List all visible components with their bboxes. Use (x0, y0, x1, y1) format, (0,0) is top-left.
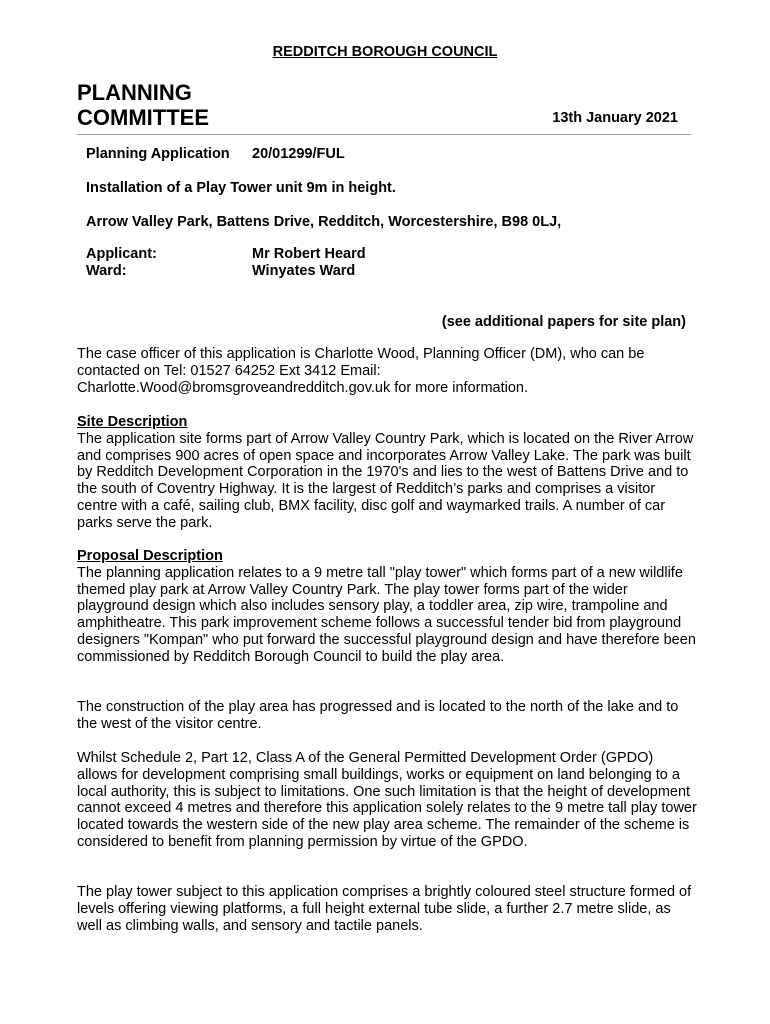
play-tower-text: The play tower subject to this application comprises a brightly coloured steel structure formed of levels offering viewing platforms, a full height external tube slide, a further 2.7 metre slide, as well as climbing walls, and sensory and tactile panels. (77, 884, 692, 934)
gpdo-text: Whilst Schedule 2, Part 12, Class A of the General Permitted Development Order (GPDO) allows for development comprising small buildings, works or equipment on land belonging to a local authority, this is subject to limitations. One such limitation is that the height of development cannot exceed 4 metres and therefore this application solely relates to the 9 metre tall play tower located towards the western side of the new play area scheme. The remainder of the scheme is considered to benefit from planning permission by virtue of the GPDO. (77, 750, 697, 850)
ward-row (86, 263, 355, 279)
case-officer-paragraph (77, 346, 697, 396)
site-description-heading: Site Description (77, 414, 188, 430)
ward-label: Ward: (86, 263, 127, 279)
ward-value: Winyates Ward (252, 263, 356, 279)
application-reference (86, 146, 345, 162)
proposal-paragraph-2 (77, 699, 697, 733)
site-description-text: The application site forms part of Arrow Valley Country Park, which is located on the River Arrow and comprises 900 acres of open space and incorporates Arrow Valley Lake. The park was built by Redditch Development Corporation in the 1970's and lies to the west of Battens Drive and to the south of Coventry Highway. It is the largest of Redditch’s parks and comprises a visitor centre with a café, sailing club, BMX facility, disc golf and waymarked trails. A number of car parks serve the park. (77, 430, 694, 531)
application-description: Installation of a Play Tower unit 9m in height. (86, 180, 396, 196)
reference-label: Planning Application (86, 146, 230, 162)
site-address: Arrow Valley Park, Battens Drive, Redditch, Worcestershire, B98 0LJ, (86, 214, 562, 230)
meeting-date: 13th January 2021 (552, 110, 678, 126)
council-name: REDDITCH BOROUGH COUNCIL (272, 44, 498, 60)
proposal-description-text: The planning application relates to a 9 metre tall "play tower" which forms part of a new wildlife themed play park at Arrow Valley Country Park. The play tower forms part of the wider playground design which also includes sensory play, a toddler area, zip wire, trampoline and amphitheatre. This park improvement scheme follows a successful tender bid from playground designers "Kompan" who put forward the successful playground design and have therefore been commissioned by Redditch Borough Council to build the play area. (77, 564, 696, 665)
proposal-description-heading: Proposal Description (77, 548, 223, 564)
document-title (77, 80, 209, 130)
applicant-row (86, 246, 366, 262)
proposal-description-section (77, 548, 697, 666)
case-officer-text: The case officer of this application is Charlotte Wood, Planning Officer (DM), who can be contacted on Tel: 01527 64252 Ext 3412 Email: Charlotte.Wood@bromsgroveandredditch.gov.uk for more information. (77, 346, 645, 396)
construction-text: The construction of the play area has progressed and is located to the north of the lake and to the west of the visitor centre. (77, 699, 679, 732)
site-plan-note: (see additional papers for site plan) (441, 314, 686, 330)
proposal-paragraph-3 (77, 750, 697, 851)
header-divider (77, 134, 691, 135)
applicant-value: Mr Robert Heard (252, 246, 366, 262)
reference-value: 20/01299/FUL (252, 146, 345, 162)
title-line-2: COMMITTEE (77, 105, 209, 130)
site-description-section (77, 414, 697, 532)
applicant-label: Applicant: (86, 246, 157, 262)
title-line-1: PLANNING (77, 80, 192, 105)
proposal-paragraph-4 (77, 884, 697, 934)
